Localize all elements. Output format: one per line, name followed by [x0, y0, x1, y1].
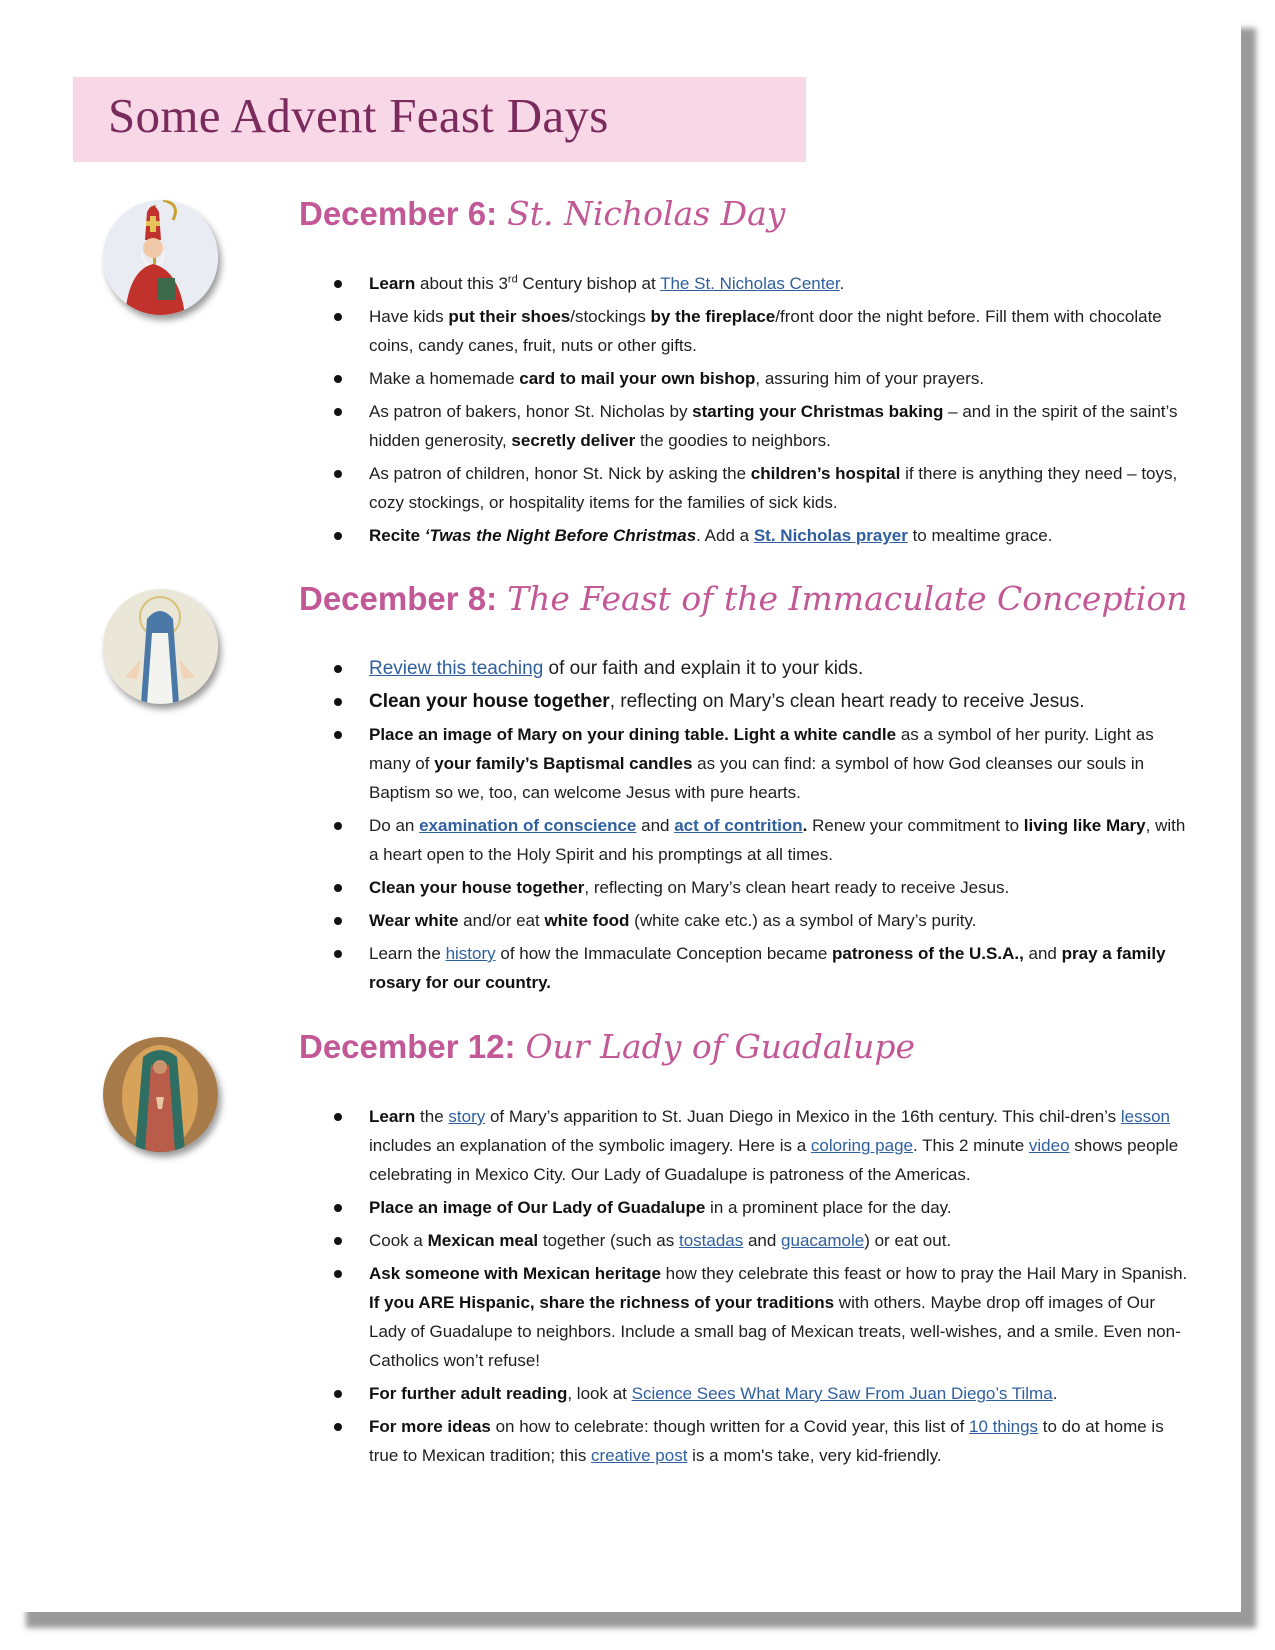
bold-text: put their shoes — [448, 307, 571, 326]
item-text: if there is anything they need – toys, cozy stockings, or hospitality items for the families of sick kids. — [369, 464, 1178, 512]
text-link[interactable]: The St. Nicholas Center — [660, 274, 840, 293]
item-text: with others. Maybe drop off images of Our Lady of Guadalupe to neighbors. Include a small bag of Mexican treats, well-wishes, and a smile. Even non-Catholics won’t refuse! — [369, 1293, 1181, 1370]
item-text: of how the Immaculate Conception became — [495, 944, 833, 963]
bold-text: For more ideas — [369, 1417, 491, 1436]
document-page — [16, 16, 1241, 1612]
list-item — [312, 269, 1192, 298]
item-text: , look at — [567, 1384, 632, 1403]
text-link[interactable]: act of contrition — [674, 816, 803, 835]
list-item — [312, 397, 1192, 455]
bold-text: Recite — [369, 526, 425, 545]
item-text: , assuring him of your prayers. — [755, 369, 985, 388]
item-text: as a symbol of her purity. Light as many of — [369, 725, 1154, 773]
bold-text: Place an image of Our Lady of Guadalupe — [369, 1198, 706, 1217]
bold-text: by the fireplace — [650, 307, 776, 326]
list-item — [312, 1259, 1192, 1375]
item-text: includes an explanation of the symbolic imagery. Here is a — [369, 1136, 811, 1155]
title-banner — [73, 77, 806, 162]
activity-list — [312, 654, 1192, 1001]
item-text: , reflecting on Mary’s clean heart ready to receive Jesus. — [609, 691, 1085, 712]
item-text: and — [1023, 944, 1062, 963]
item-text: to mealtime grace. — [907, 526, 1053, 545]
item-text: to do at home is true to Mexican tradition; this — [369, 1417, 1164, 1465]
bold-text: Clean your house together — [369, 878, 585, 897]
item-text: how they celebrate this feast or how to pray the Hail Mary in Spanish. — [660, 1264, 1188, 1283]
bold-text: living like Mary — [1023, 816, 1146, 835]
list-item — [312, 1102, 1192, 1189]
item-text: and — [636, 816, 675, 835]
item-text: /stockings — [570, 307, 651, 326]
text-link[interactable]: lesson — [1120, 1107, 1170, 1126]
item-text: Make a homemade — [369, 369, 520, 388]
bold-text: Mexican meal — [427, 1231, 539, 1250]
item-text: of Mary’s apparition to St. Juan Diego in Mexico in the 16th century. This chil-dren’s — [485, 1107, 1121, 1126]
list-item — [312, 654, 1192, 683]
text-link[interactable]: creative post — [591, 1446, 688, 1465]
bold-text: pray a family rosary for our country. — [369, 944, 1166, 992]
text-link[interactable]: story — [448, 1107, 486, 1126]
text-link[interactable]: examination of conscience — [419, 816, 637, 835]
item-text: /front door the night before. Fill them with chocolate coins, candy canes, fruit, nuts or other gifts. — [369, 307, 1162, 355]
feast-name: The Feast of the Immaculate Conception — [507, 579, 1188, 618]
feast-date: December 6: — [299, 195, 498, 232]
bold-text: If you ARE Hispanic, share the richness of your traditions — [369, 1293, 835, 1312]
list-item — [312, 687, 1192, 716]
list-item — [312, 906, 1192, 935]
item-text: Do an — [369, 816, 420, 835]
item-text: . Add a — [696, 526, 754, 545]
text-link[interactable]: history — [445, 944, 496, 963]
text-link[interactable]: Science Sees What Mary Saw From Juan Diego’s Tilma — [631, 1384, 1053, 1403]
superscript: rd — [507, 273, 518, 286]
list-item — [312, 364, 1192, 393]
bold-text: Learn — [369, 274, 416, 293]
activity-list — [312, 1102, 1192, 1474]
bold-text: Clean your house together — [369, 691, 610, 712]
feast-name: Our Lady of Guadalupe — [525, 1027, 915, 1066]
bold-text: Learn — [369, 1107, 416, 1126]
item-text: and/or eat — [458, 911, 545, 930]
list-item — [312, 873, 1192, 902]
mary-image — [103, 589, 218, 704]
our-lady-of-guadalupe-image — [103, 1037, 218, 1152]
item-text: . This 2 minute — [913, 1136, 1029, 1155]
bold-text: Place an image of Mary on your dining table. Light a white candle — [369, 725, 897, 744]
text-link[interactable]: 10 things — [969, 1417, 1039, 1436]
item-text: (white cake etc.) as a symbol of Mary’s purity. — [629, 911, 977, 930]
bold-text: starting your Christmas baking — [692, 402, 944, 421]
st-nicholas-image — [103, 200, 218, 315]
section-heading — [299, 579, 1187, 618]
bold-text: Ask someone with Mexican heritage — [369, 1264, 661, 1283]
text-link[interactable]: guacamole — [781, 1231, 865, 1250]
bold-text: For further adult reading — [369, 1384, 568, 1403]
feast-date: December 8: — [299, 580, 498, 617]
text-link[interactable]: Review this teaching — [369, 658, 544, 679]
bold-text: secretly deliver — [511, 431, 636, 450]
item-text: , with a heart open to the Holy Spirit and his promptings at all times. — [369, 816, 1186, 864]
list-item — [312, 1379, 1192, 1408]
section-heading — [299, 1027, 915, 1066]
item-text: As patron of children, honor St. Nick by asking the — [369, 464, 751, 483]
item-text: Cook a — [369, 1231, 428, 1250]
list-item — [312, 521, 1192, 550]
list-item — [312, 720, 1192, 807]
item-text: is a mom's take, very kid-friendly. — [687, 1446, 942, 1465]
bold-text: white food — [544, 911, 630, 930]
item-text: Have kids — [369, 307, 449, 326]
activity-list — [312, 269, 1192, 554]
bold-text: children’s hospital — [750, 464, 901, 483]
item-text: shows people celebrating in Mexico City. Our Lady of Guadalupe is patroness of the Americas. — [369, 1136, 1179, 1184]
item-text: – and in the spirit of the saint’s hidden generosity, — [369, 402, 1178, 450]
list-item — [312, 939, 1192, 997]
bold-text: card to mail your own bishop — [519, 369, 756, 388]
text-link[interactable]: St. Nicholas prayer — [753, 526, 908, 545]
item-text: in a prominent place for the day. — [705, 1198, 952, 1217]
item-text: . — [839, 274, 845, 293]
list-item — [312, 1193, 1192, 1222]
item-text: As patron of bakers, honor St. Nicholas by — [369, 402, 693, 421]
item-text: of our faith and explain it to your kids. — [543, 658, 864, 679]
bold-text: your family’s Baptismal candles — [434, 754, 693, 773]
bold-text: . — [802, 816, 808, 835]
list-item — [312, 811, 1192, 869]
item-text: and — [743, 1231, 782, 1250]
section-heading — [299, 194, 785, 233]
item-text: Renew your commitment to — [807, 816, 1024, 835]
feast-date: December 12: — [299, 1028, 516, 1065]
item-text: on how to celebrate: though written for a Covid year, this list of — [490, 1417, 970, 1436]
text-link[interactable]: video — [1028, 1136, 1070, 1155]
item-text: , reflecting on Mary’s clean heart ready to receive Jesus. — [584, 878, 1010, 897]
item-text: Century bishop at — [517, 274, 661, 293]
bold-text: Wear white — [369, 911, 459, 930]
list-item — [312, 1412, 1192, 1470]
list-item — [312, 1226, 1192, 1255]
feast-name: St. Nicholas Day — [507, 194, 786, 233]
item-text: together (such as — [538, 1231, 679, 1250]
item-text: about this 3 — [415, 274, 508, 293]
item-text: . — [1052, 1384, 1058, 1403]
text-link[interactable]: coloring page — [810, 1136, 913, 1155]
page-title: Some Advent Feast Days — [108, 88, 609, 143]
item-text: as you can find: a symbol of how God cleanses our souls in Baptism so we, too, can welcome Jesus with pure hearts. — [369, 754, 1145, 802]
bold-italic-text: ‘Twas the Night Before Christmas — [424, 526, 697, 545]
item-text: Learn the — [369, 944, 446, 963]
list-item — [312, 459, 1192, 517]
item-text: ) or eat out. — [864, 1231, 952, 1250]
item-text: the goodies to neighbors. — [635, 431, 831, 450]
list-item — [312, 302, 1192, 360]
text-link[interactable]: tostadas — [678, 1231, 744, 1250]
item-text: the — [415, 1107, 449, 1126]
bold-text: patroness of the U.S.A., — [832, 944, 1024, 963]
